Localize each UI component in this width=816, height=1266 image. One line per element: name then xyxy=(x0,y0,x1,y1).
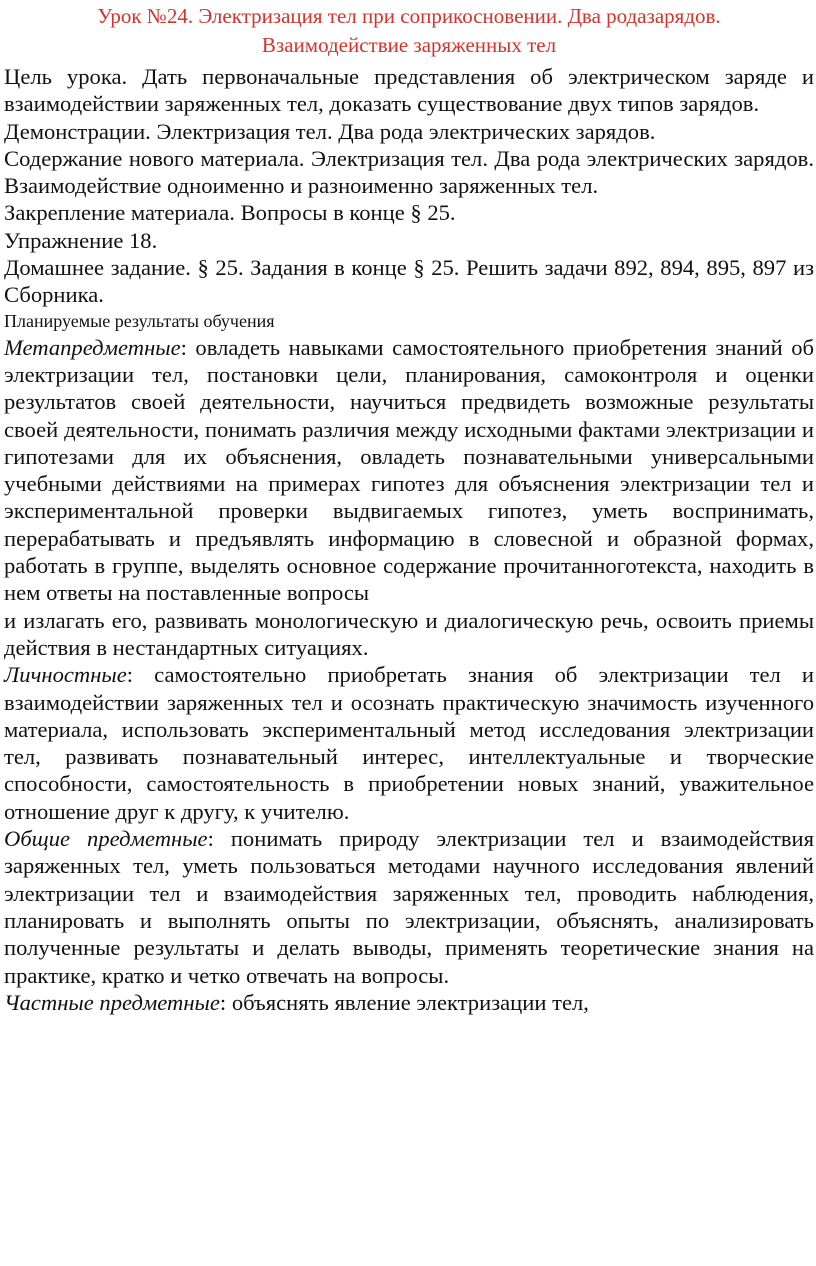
personal-label: Личностные xyxy=(4,662,127,688)
personal-results-paragraph xyxy=(4,661,814,825)
lesson-title-line-2: Взаимодействие заряженных тел xyxy=(261,33,557,57)
personal-text: : самостоятельно приобретать знания об электризации тел и взаимодействии заряженных тел и осознать практическую значимость изученного материала, использовать экспериментальный метод исследования электризации тел, развивать познавательный интерес, интеллектуальные и творческие способности, самостоятельность в приобретении новых знаний, уважительное отношение друг к другу, к учителю. xyxy=(4,662,814,824)
lesson-title xyxy=(4,2,814,60)
metasubject-label: Метапредметные xyxy=(4,334,181,360)
specific-subject-text: : объяснять явление электризации тел, xyxy=(219,989,589,1015)
lesson-title-line-1: Урок №24. Электризация тел при соприкосновении. Два родазарядов. xyxy=(97,4,721,28)
consolidation-paragraph: Закрепление материала. Вопросы в конце § 25. xyxy=(4,200,456,226)
homework-paragraph: Домашнее задание. § 25. Задания в конце § 25. Решить задачи 892, 894, 895, 897 из Сборника. xyxy=(4,255,814,308)
specific-subject-paragraph xyxy=(4,989,814,1016)
demonstrations-paragraph: Демонстрации. Электризация тел. Два рода электрических зарядов. xyxy=(4,118,656,144)
new-material-paragraph: Содержание нового материала. Электризация тел. Два рода электрических зарядов. Взаимодействие одноименно и разноименно заряженных тел. xyxy=(4,145,814,199)
metasubject-paragraph xyxy=(4,334,814,607)
general-subject-paragraph xyxy=(4,825,814,989)
lesson-goal-paragraph: Цель урока. Дать первоначальные представления об электрическом заряде и взаимодействии заряженных тел, доказать существование двух типов зарядов. xyxy=(4,64,814,117)
exercise-paragraph: Упражнение 18. xyxy=(4,227,158,253)
metasubject-text: : овладеть навыками самостоятельного приобретения знаний об электризации тел, постановки цели, планирования, самоконтроля и оценки результатов своей деятельности, научиться предвидеть возможные результаты своей деятельности, понимать различия между исходными фактами электризации и гипотезами для их объяснения, овладеть познавательными универсальными учебными действиями на примерах гипотез для объяснения электризации тел и экспериментальной проверки выдвигаемых гипотез, уметь воспринимать, перерабатывать и предъявлять информацию в словесной и образной формах, работать в группе, выделять основное содержание прочитанноготекста, находить в нем ответы на поставленные вопросы xyxy=(4,334,814,606)
metasubject-continuation: и излагать его, развивать монологическую и диалогическую речь, освоить приемы действия в нестандартных ситуациях. xyxy=(4,607,814,660)
document-body xyxy=(4,63,814,1016)
general-subject-text: : понимать природу электризации тел и взаимодействия заряженных тел, уметь пользоваться методами научного исследования явлений электризации тел и взаимодействия заряженных тел, проводить наблюдения, планировать и выполнять опыты по электризации, объяснять, анализировать полученные результаты и делать выводы, применять теоретические знания на практике, кратко и четко отвечать на вопросы. xyxy=(4,826,814,988)
specific-subject-label: Частные предметные xyxy=(4,989,220,1015)
general-subject-label: Общие предметные xyxy=(4,826,208,852)
planned-results-heading: Планируемые результаты обучения xyxy=(4,310,275,331)
